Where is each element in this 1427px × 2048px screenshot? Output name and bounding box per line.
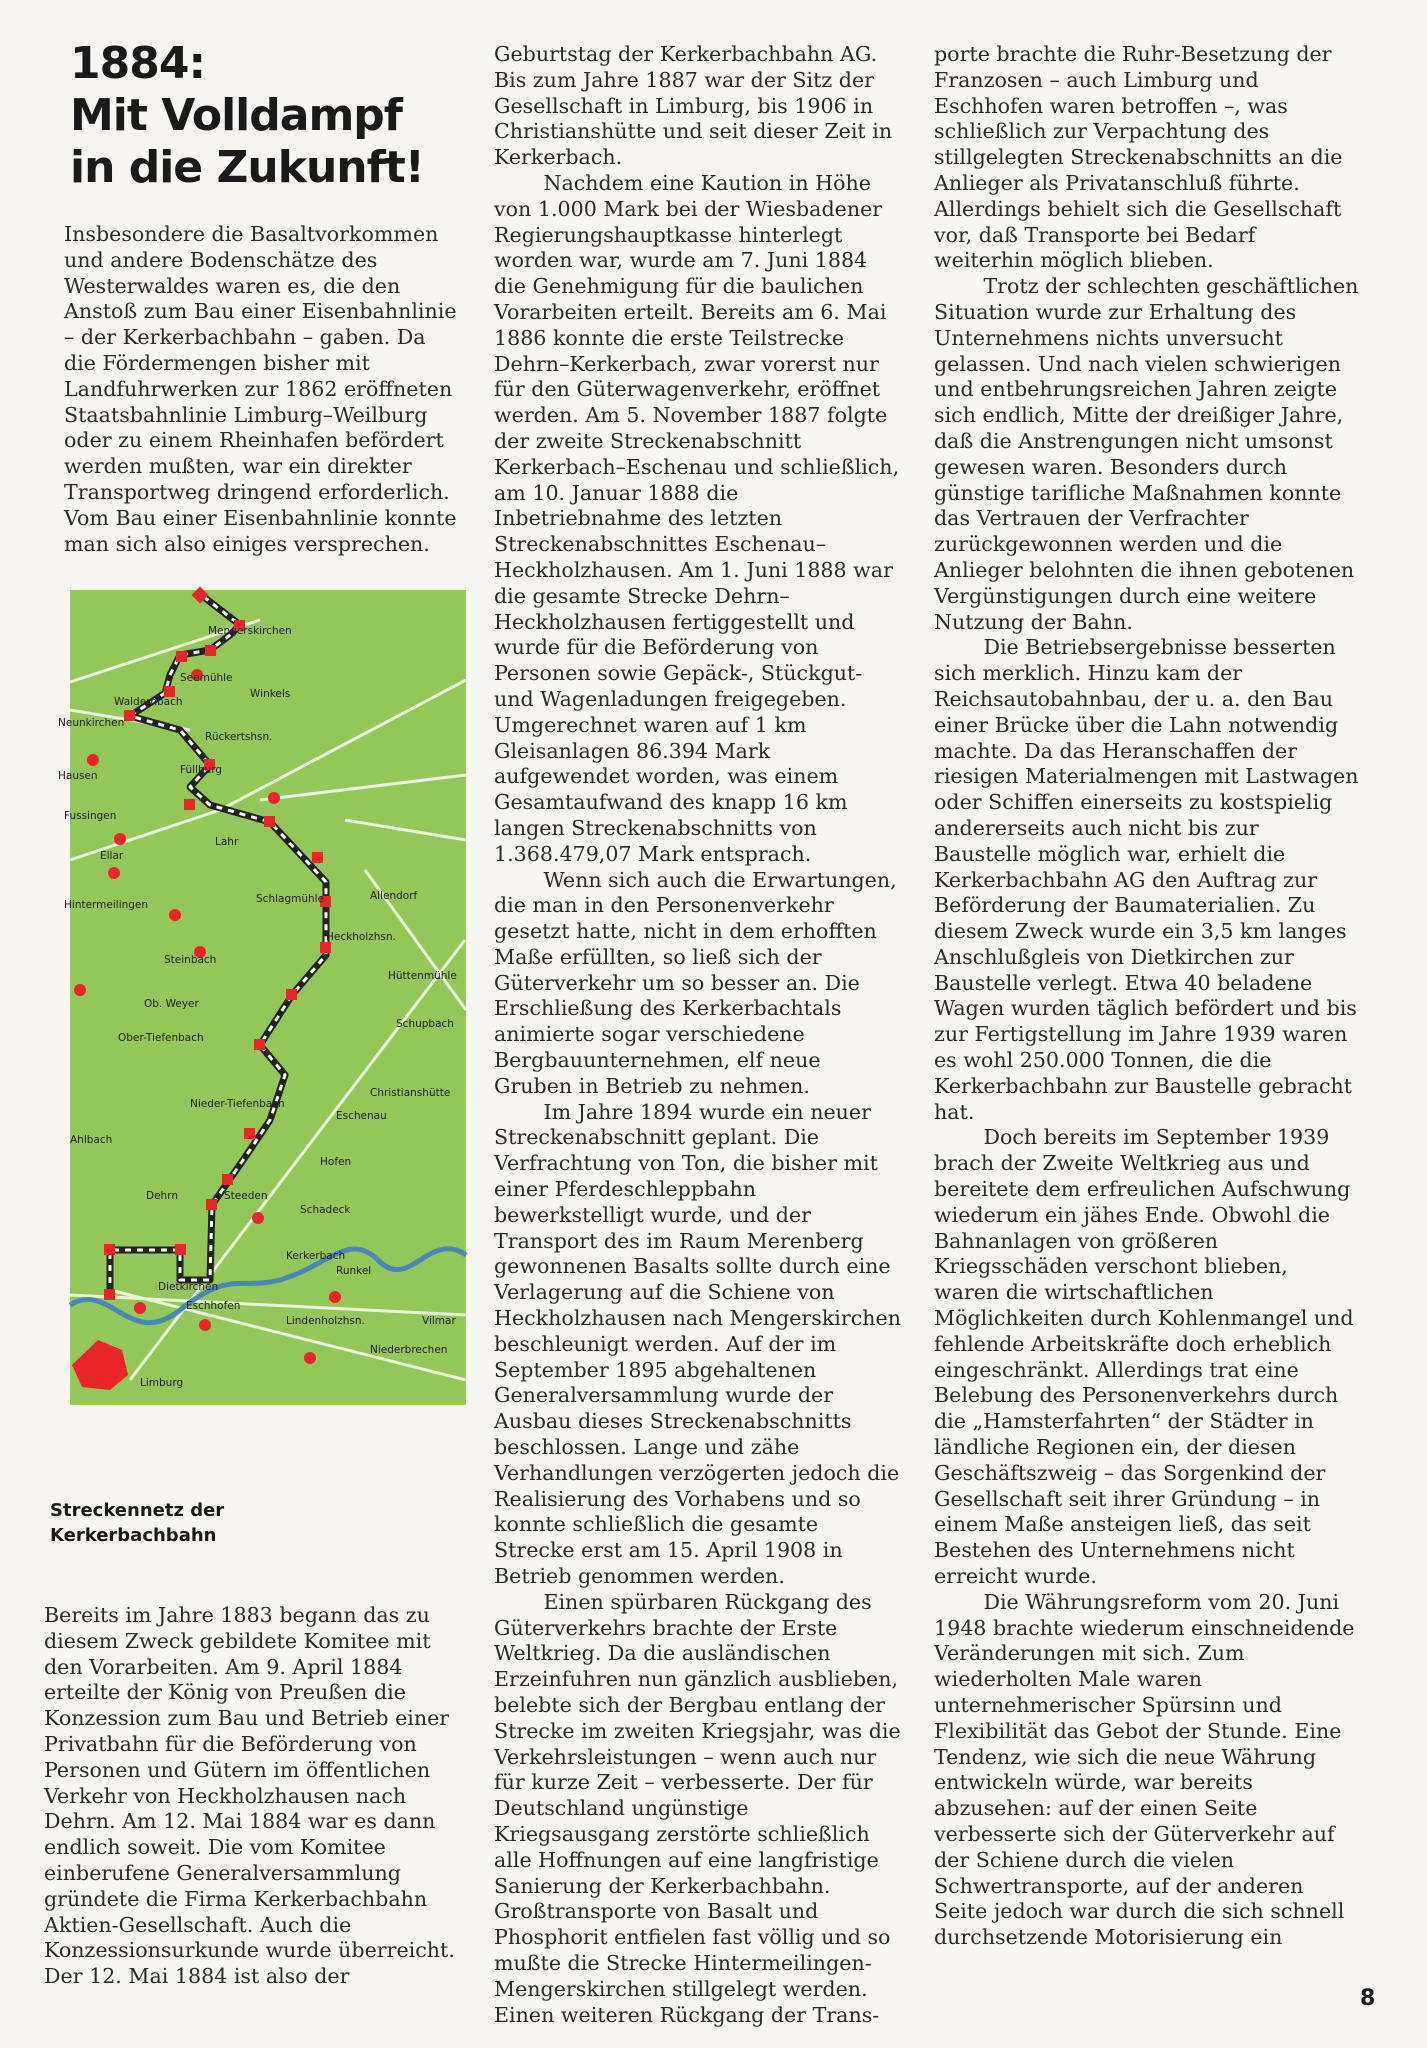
label-fuellburg: Füllburg (180, 764, 223, 776)
label-mengerskirchen: Mengerskirchen (208, 625, 292, 637)
station-heckholzhsn (312, 852, 323, 863)
town-obweyer (108, 867, 120, 879)
label-huettenmuehle: Hüttenmühle (388, 970, 457, 982)
label-niedertiefenbach: Nieder-Tiefenbach (190, 1098, 285, 1110)
label-heckholzhsn: Heckholzhsn. (326, 931, 396, 943)
label-obweyer: Ob. Weyer (144, 998, 199, 1010)
town-steinbach (114, 833, 126, 845)
label-lahr: Lahr (215, 836, 239, 848)
label-schadeck: Schadeck (300, 1204, 351, 1216)
map-caption (50, 1498, 350, 1548)
town-runkel (252, 1212, 264, 1224)
title-line-1: 1884: (70, 38, 206, 89)
label-ellar: Ellar (100, 850, 124, 862)
col2-paragraph-3: Wenn sich auch die Erwartungen, die man in den Personenverkehr gesetzt hatte, nicht in dem erhofften Maße erfüllten, so ließ sich der Güterverkehr um so besser an. Die Erschließung des Kerkerbachtals animierte sogar verschiedene Bergbauunternehmen, elf neue Gruben in Betrieb zu nehmen. (494, 867, 897, 1098)
col3-paragraph-3: Die Betriebsergebnisse besserten sich merklich. Hinzu kam der Reichsautobahnbau, der u. a. den Bau einer Brücke über die Lahn notwendig machte. Da das Heranschaffen der riesigen Materialmengen mit Lastwagen oder Schiffen einerseits zu kostspielig andererseits auch nicht bis zur Baustelle möglich war, erhielt die Kerkerbachbahn AG den Auftrag zur Beförderung der Baumaterialien. Zu diesem Zweck wurde ein 3,5 km langes Anschlußgleis von Dietkirchen zur Baustelle verlegt. Etwa 40 beladene Wagen wurden täglich befördert und bis zur Fertigstellung im Jahre 1939 waren es wohl 250.000 Tonnen, die die Kerkerbachbahn zur Baustelle gebracht hat. (934, 635, 1359, 1124)
station-steeden (175, 1244, 186, 1255)
label-obertiefenbach: Ober-Tiefenbach (118, 1032, 204, 1044)
intro-paragraph (64, 222, 464, 557)
station-schadeck (222, 1174, 233, 1185)
caption-line-2: Kerkerbachbahn (50, 1525, 217, 1546)
label-dietkirchen: Dietkirchen (158, 1281, 219, 1293)
label-lindenholzhsn: Lindenholzhsn. (286, 1315, 365, 1327)
label-hofen: Hofen (320, 1156, 352, 1168)
station-schlagmuehle (264, 816, 275, 827)
station-kerkerbach (206, 1199, 217, 1210)
station-hintermeilingen (184, 799, 195, 810)
label-schupbach: Schupbach (396, 1018, 454, 1030)
column-2 (494, 42, 904, 2028)
label-eschhofen: Eschhofen (186, 1300, 241, 1312)
label-hintermeilingen: Hintermeilingen (64, 899, 149, 911)
label-waldernbach: Waldernbach (114, 696, 183, 708)
town-niederbrechen (304, 1352, 316, 1364)
col2-paragraph-1: Geburtstag der Kerkerbachbahn AG. Bis zum Jahre 1887 war der Sitz der Gesellschaft in Limburg, bis 1906 in Christianshütte und seit dieser Zeit in Kerkerbach. (494, 42, 893, 170)
label-eschenau: Eschenau (336, 1110, 387, 1122)
col2-paragraph-5: Einen spürbaren Rückgang des Güterverkehrs brachte der Erste Weltkrieg. Da die ausländischen Erzeinfuhren nun gänzlich ausblieben, belebte sich der Bergbau entlang der Strecke im zweiten Kriegsjahr, was die Verkehrsleistungen – wenn auch nur für kurze Zeit – verbesserte. Der für Deutschland ungünstige Kriegsausgang zerstörte schließlich alle Hoffnungen auf eine langfristige Sanierung der Kerkerbachbahn. Großtransporte von Basalt und Phosphorit entfielen fast völlig und so mußte die Strecke Hintermeilingen-Mengerskirchen stillgelegt werden. Einen weiteren Rückgang der Trans- (494, 1589, 901, 2027)
caption-line-1: Streckennetz der (50, 1500, 225, 1521)
label-runkel: Runkel (336, 1265, 372, 1277)
town-ahlbach (74, 984, 86, 996)
station-dehrn (104, 1244, 115, 1255)
town-eschhofen (134, 1302, 146, 1314)
map-svg (58, 590, 466, 1405)
label-seemuehle: Seemühle (180, 672, 233, 684)
station-schupbach (320, 942, 331, 953)
label-fussingen: Fussingen (64, 810, 117, 822)
col2-paragraph-4: Im Jahre 1894 wurde ein neuer Streckenabschnitt geplant. Die Verfrachtung von Ton, die bisher mit einer Pferdeschleppbahn bewerkstelligt wurde, und der Transport des im Raum Merenberg gewonnenen Basalts sollte durch eine Verlagerung auf die Schiene von Heckholzhausen nach Mengerskirchen beschleunigt werden. Auf der im September 1895 abgehaltenen Generalversammlung wurde der Ausbau dieses Streckenabschnitts beschlossen. Lange und zähe Verhandlungen verzögerten jedoch die Realisierung des Vorhabens und so konnte schließlich die gesamte Strecke erst am 15. April 1908 in Betrieb genommen werden. (494, 1099, 901, 1589)
label-rueckertshsn: Rückertshsn. (205, 731, 273, 743)
town-vilmar (329, 1291, 341, 1303)
station-fussingen (124, 710, 135, 721)
label-dehrn: Dehrn (146, 1190, 178, 1202)
label-steeden: Steeden (224, 1190, 268, 1202)
station-hofen (244, 1128, 255, 1139)
label-kerkerbach: Kerkerbach (286, 1250, 346, 1262)
town-obertiefenbach (169, 909, 181, 921)
town-ellar (87, 754, 99, 766)
label-steinbach: Steinbach (164, 954, 217, 966)
col3-paragraph-1: porte brachte die Ruhr-Besetzung der Franzosen – auch Limburg und Eschhofen waren betroffen –, was schließlich zur Verpachtung des stillgelegten Streckenabschnitts an die Anlieger als Privatanschluß führte. Allerdings behielt sich die Gesellschaft vor, daß Transporte bei Bedarf weiterhin möglich blieben. (934, 42, 1343, 273)
station-christianshuette (286, 989, 297, 1000)
page-number: 8 (1360, 1986, 1376, 2011)
col3-paragraph-5: Die Währungsreform vom 20. Juni 1948 brachte wiederum einschneidende Veränderungen mit sich. Zum wiederholten Male waren unternehmerischer Spürsinn und Flexibilität das Gebot der Stunde. Eine Tendenz, wie sich die neue Währung entwickeln würde, war bereits abzusehen: auf der einen Seite verbesserte sich der Güterverkehr auf der Schiene durch die vielen Schwertransporte, auf der anderen Seite jedoch war durch die sich schnell durchsetzende Motorisierung ein (934, 1589, 1355, 1950)
label-winkels: Winkels (250, 688, 291, 700)
label-vilmar: Vilmar (422, 1315, 456, 1327)
column-3 (934, 42, 1359, 1951)
col3-paragraph-2: Trotz der schlechten geschäftlichen Situation wurde zur Erhaltung des Unternehmens nichts unversucht gelassen. Und nach vielen schwierigen und entbehrungsreichen Jahren zeigte sich endlich, Mitte der dreißiger Jahre, daß die Anstrengungen nicht umsonst gewesen waren. Besonders durch günstige tarifliche Maßnahmen konnte das Vertrauen der Verfrachter zurückgewonnen werden und die Anlieger belohnten die ihnen gebotenen Vergünstigungen durch eine weitere Nutzung der Bahn. (934, 274, 1359, 634)
col2-paragraph-2: Nachdem eine Kaution in Höhe von 1.000 Mark bei der Wiesbadener Regierungshauptkasse hinterlegt worden war, wurde am 7. Juni 1884 die Genehmigung für die baulichen Vorarbeiten erteilt. Bereits am 6. Mai 1886 konnte die erste Teilstrecke Dehrn–Kerkerbach, zwar vorerst nur für den Güterwagenverkehr, eröffnet werden. Am 5. November 1887 folgte der zweite Streckenabschnitt Kerkerbach–Eschenau und schließlich, am 10. Januar 1888 die Inbetriebnahme des letzten Streckenabschnittes Eschenau–Heckholzhausen. Am 1. Juni 1888 war die gesamte Strecke Dehrn–Heckholzhausen fertiggestellt und wurde für die Beförderung von Personen sowie Gepäck-, Stückgut- und Wagenladungen freigegeben. Umgerechnet waren auf 1 km Gleisanlagen 86.394 Mark aufgewendet worden, was einem Gesamtaufwand des knapp 16 km langen Streckenabschnitts von 1.368.479,07 Mark entsprach. (494, 170, 900, 866)
title-line-2: Mit Volldampf (70, 90, 402, 141)
rail-network-map (58, 590, 466, 1405)
label-allendorf: Allendorf (370, 890, 418, 902)
station-waldernbach (176, 651, 187, 662)
town-lindenholzhsn (199, 1319, 211, 1331)
label-christianshuette: Christianshütte (370, 1087, 451, 1099)
col3-paragraph-4: Doch bereits im September 1939 brach der Zweite Weltkrieg aus und bereitete dem erfreulichen Aufschwung wiederum ein jähes Ende. Obwohl die Bahnanlagen von größeren Kriegsschäden verschont blieben, waren die wirtschaftlichen Möglichkeiten durch Kohlenmangel und fehlende Arbeitskräfte doch erheblich eingeschränkt. Allerdings trat eine Belebung des Personenverkehrs durch die „Hamsterfahrten“ der Städter in ländliche Regionen ein, der diesen Geschäftszweig – das Sorgenkind der Gesellschaft seit ihrer Gründung – in einem Maße ansteigen ließ, das seit Bestehen des Unternehmens nicht erreicht wurde. (934, 1125, 1354, 1589)
station-eschenau (254, 1039, 265, 1050)
label-niederbrechen: Niederbrechen (370, 1344, 448, 1356)
article-title (70, 38, 470, 194)
label-neunkirchen: Neunkirchen (58, 717, 125, 729)
title-line-3: in die Zukunft! (70, 142, 424, 193)
col1b-paragraph: Bereits im Jahre 1883 begann das zu diesem Zweck gebildete Komitee mit den Vorarbeiten. Am 9. April 1884 erteilte der König von Preußen die Konzession zum Bau und Betrieb einer Privatbahn für die Beförderung von Personen und Gütern im öffentlichen Verkehr von Heckholzhausen nach Dehrn. Am 12. Mai 1884 war es dann endlich soweit. Die vom Komitee einberufene Generalversammlung gründete die Firma Kerkerbachbahn Aktien-Gesellschaft. Auch die Konzessionsurkunde wurde überreicht. Der 12. Mai 1884 ist also der (44, 1603, 455, 1989)
intro-text: Insbesondere die Basaltvorkommen und andere Bodenschätze des Westerwaldes waren es, die den Anstoß zum Bau einer Eisenbahnlinie – der Kerkerbachbahn – gaben. Da die Fördermengen bisher mit Landfuhrwerken zur 1862 eröffneten Staatsbahnlinie Limburg–Weilburg oder zu einem Rheinhafen befördert werden mußten, war ein direkter Transportweg dringend erforderlich. Vom Bau einer Eisenbahnlinie konnte man sich also einiges versprechen. (64, 222, 457, 556)
label-ahlbach: Ahlbach (70, 1134, 113, 1146)
column-1-body (44, 1603, 469, 1990)
label-schlagmuehle: Schlagmühle (256, 893, 325, 905)
station-seemuehle (205, 645, 216, 656)
label-hausen: Hausen (58, 770, 98, 782)
label-limburg: Limburg (140, 1377, 184, 1389)
station-dietkirchen (104, 1289, 115, 1300)
town-allendorf (268, 792, 280, 804)
